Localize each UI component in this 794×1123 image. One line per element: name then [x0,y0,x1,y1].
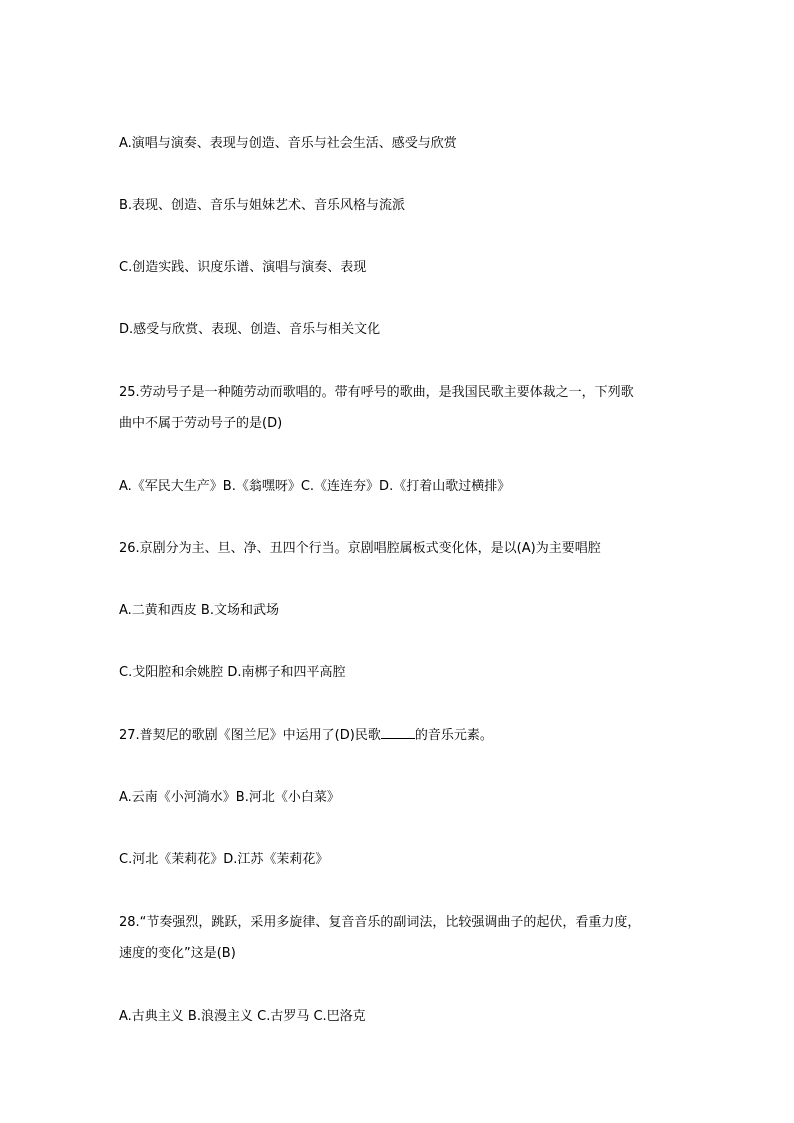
q26-options-cd: C.戈阳腔和余姚腔 D.南梆子和四平高腔 [119,665,346,680]
q25-question-line1: 25.劳动号子是一种随劳动而歌唱的。带有呼号的歌曲，是我国民歌主要体裁之一，下列歌 [119,385,634,400]
q28-options: A.古典主义 B.浪漫主义 C.古罗马 C.巴洛克 [119,1009,366,1024]
q27-options-ab: A.云南《小河淌水》B.河北《小白菜》 [119,790,340,805]
q27-question-after-blank: 的音乐元素。 [414,728,493,743]
q24-option-d: D.感受与欣赏、表现、创造、音乐与相关文化 [119,322,381,337]
q24-option-a: A.演唱与演奏、表现与创造、音乐与社会生活、感受与欣赏 [119,136,457,151]
q27-question [119,726,493,746]
q24-option-c: C.创造实践、识度乐谱、演唱与演奏、表现 [119,260,367,275]
q27-answer-blank [381,726,415,739]
q26-options-ab: A.二黄和西皮 B.文场和武场 [119,603,279,618]
q24-option-b: B.表现、创造、音乐与姐妹艺术、音乐风格与流派 [119,198,406,213]
q27-options-cd: C.河北《茉莉花》D.江苏《茉莉花》 [119,852,329,867]
q25-question-line2: 曲中不属于劳动号子的是(D) [119,416,283,431]
q25-options: A.《军民大生产》B.《翁嘿呀》C.《连连夯》D.《打着山歌过横排》 [119,479,511,494]
q28-question-line2: 速度的变化”这是(B) [119,946,236,961]
q28-question-line1: 28.“节奏强烈，跳跃，采用多旋律、复音音乐的副词法，比较强调曲子的起伏，看重力度， [119,915,641,930]
q27-question-before-blank: 27.普契尼的歌剧《图兰尼》中运用了(D)民歌 [119,728,381,743]
q26-question: 26.京剧分为主、旦、净、丑四个行当。京剧唱腔属板式变化体，是以(A)为主要唱腔 [119,541,601,556]
